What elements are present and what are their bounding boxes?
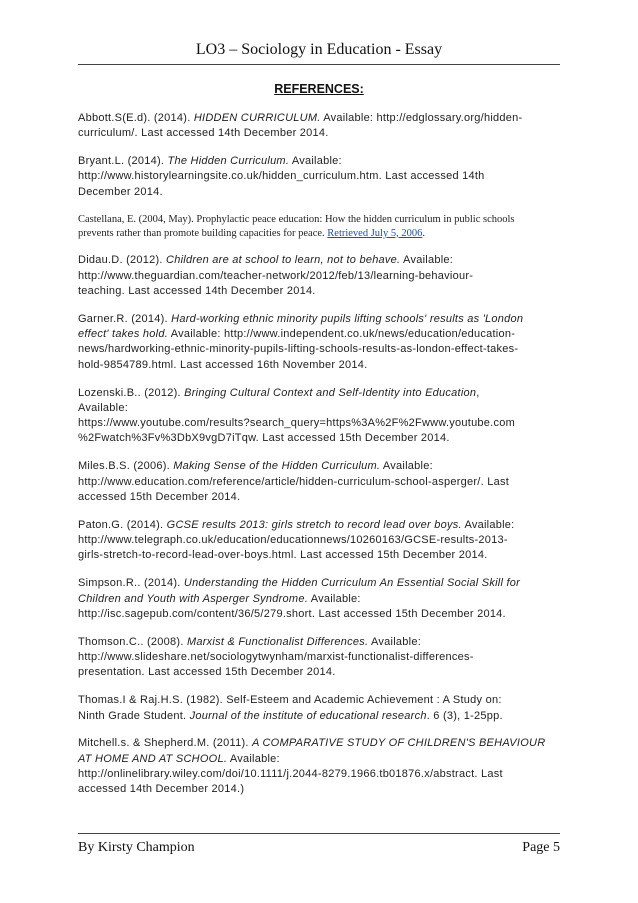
footer-author: By Kirsty Champion	[78, 840, 195, 855]
reference-text: news/hardworking-ethnic-minority-pupils-lifting-schools-results-as-london-effect-takes-	[78, 343, 519, 356]
reference-text: hold-9854789.html. Last accessed 16th November 2014.	[78, 358, 368, 371]
reference-title: Hard-working ethnic minority pupils lifting schools' results as 'London	[171, 312, 524, 325]
reference-text: prevents rather than promote building capacities for peace.	[78, 227, 328, 239]
reference-text: Available:	[380, 460, 433, 473]
reference-text: Available:	[78, 401, 128, 414]
reference-line	[78, 126, 564, 141]
reference-line	[78, 401, 564, 416]
reference-entry	[78, 635, 564, 681]
reference-text: http://www.telegraph.co.uk/education/educationnews/10260163/GCSE-results-2013-	[78, 534, 508, 547]
reference-text: Available:	[400, 254, 454, 267]
reference-text: Ninth Grade Student.	[78, 709, 190, 722]
reference-line	[78, 592, 564, 607]
reference-entry	[78, 386, 564, 447]
reference-link[interactable]: Retrieved July 5, 2006	[327, 227, 423, 239]
reference-title: Children and Youth with Asperger Syndrome.	[78, 592, 309, 605]
reference-title: Bringing Cultural Context and Self-Identity into Education	[184, 386, 477, 399]
reference-text: accessed 14th December 2014.)	[78, 783, 245, 796]
reference-text: ,	[476, 386, 480, 399]
reference-line	[78, 342, 564, 357]
reference-line	[78, 269, 564, 284]
footer-divider	[78, 833, 560, 834]
reference-title: HIDDEN CURRICULUM.	[193, 112, 321, 124]
reference-text: December 2014.	[78, 185, 163, 198]
reference-line	[78, 327, 564, 342]
reference-text: Available:	[461, 518, 515, 531]
reference-title: Children are at school to learn, not to behave.	[166, 254, 401, 267]
reference-text: %2Fwatch%3Fv%3DbX9vgD7iTqw. Last accessed 15th December 2014.	[78, 432, 450, 445]
reference-text: https://www.youtube.com/results?search_query=https%3A%2F%2Fwww.youtube.com	[78, 417, 516, 430]
reference-entry	[78, 154, 564, 200]
reference-line	[78, 475, 564, 490]
reference-line	[78, 665, 564, 680]
reference-text: girls-stretch-to-record-lead-over-boys.html. Last accessed 15th December 2014.	[78, 549, 488, 562]
reference-text: http://isc.sagepub.com/content/36/5/279.short. Last accessed 15th December 2014.	[78, 607, 506, 620]
reference-text: . 6 (3), 1-25pp.	[426, 709, 503, 722]
reference-line	[78, 169, 564, 184]
reference-line	[78, 312, 564, 327]
reference-entry	[78, 518, 564, 564]
reference-text: teaching. Last accessed 14th December 2014.	[78, 284, 316, 297]
reference-text: Bryant.L. (2014).	[78, 155, 168, 168]
reference-line	[78, 213, 564, 227]
reference-line	[78, 386, 564, 401]
reference-line	[78, 431, 564, 446]
reference-line	[78, 358, 564, 373]
reference-title: GCSE results 2013: girls stretch to record lead over boys.	[166, 518, 462, 531]
references-heading: REFERENCES:	[274, 82, 364, 96]
reference-text: Available:	[308, 592, 361, 605]
reference-text: Abbott.S(E.d). (2014).	[78, 112, 194, 124]
reference-title: Understanding the Hidden Curriculum An Essential Social Skill for	[183, 577, 521, 590]
reference-line	[78, 185, 564, 200]
reference-line	[78, 111, 564, 126]
reference-text: Didau.D. (2012).	[78, 254, 167, 267]
reference-entry	[78, 459, 564, 505]
reference-text: Thomas.I & Raj.H.S. (1982). Self-Esteem and Academic Achievement : A Study on:	[78, 694, 502, 707]
reference-text: Lozenski.B.. (2012).	[78, 386, 185, 399]
reference-title: Marxist & Functionalist Differences.	[186, 635, 369, 648]
reference-text: Mitchell.s. & Shepherd.M. (2011).	[78, 737, 252, 750]
reference-text: curriculum/. Last accessed 14th December 2014.	[78, 127, 329, 140]
reference-entry	[78, 576, 564, 622]
reference-entry	[78, 111, 564, 142]
reference-line	[78, 154, 564, 169]
reference-text: http://onlinelibrary.wiley.com/doi/10.1111/j.2044-8279.1966.tb01876.x/abstract. Last	[78, 768, 503, 781]
reference-text: http://www.education.com/reference/article/hidden-curriculum-school-asperger/. Last	[78, 475, 509, 488]
reference-line	[78, 284, 564, 299]
reference-text: Castellana, E. (2004, May). Prophylactic peace education: How the hidden curriculum in public schools	[78, 213, 515, 225]
reference-entry	[78, 736, 564, 797]
reference-line	[78, 533, 564, 548]
reference-text: Paton.G. (2014).	[78, 518, 167, 531]
reference-line	[78, 518, 564, 533]
reference-line	[78, 576, 564, 591]
reference-title: A COMPARATIVE STUDY OF CHILDREN'S BEHAVIOUR	[251, 737, 546, 750]
reference-text: Available:	[227, 752, 280, 765]
reference-text: Simpson.R.. (2014).	[78, 577, 184, 590]
reference-line	[78, 635, 564, 650]
reference-text: Available:	[368, 635, 422, 648]
reference-list	[78, 111, 564, 810]
reference-text: .	[422, 227, 425, 239]
reference-entry	[78, 312, 564, 373]
reference-line	[78, 227, 564, 241]
reference-line	[78, 416, 564, 431]
reference-line	[78, 752, 564, 767]
reference-line	[78, 782, 564, 797]
reference-text: http://www.slideshare.net/sociologytwynham/marxist-functionalist-differences-	[78, 651, 474, 664]
reference-line	[78, 650, 564, 665]
reference-line	[78, 767, 564, 782]
reference-text: presentation. Last accessed 15th December 2014.	[78, 666, 336, 679]
reference-text: Miles.B.S. (2006).	[78, 460, 174, 473]
reference-line	[78, 693, 564, 708]
reference-entry	[78, 693, 564, 724]
reference-line	[78, 736, 564, 751]
reference-line	[78, 253, 564, 268]
reference-title: AT HOME AND AT SCHOOL.	[78, 752, 228, 765]
footer-page-number: Page 5	[522, 840, 560, 855]
reference-entry	[78, 253, 564, 299]
reference-title: The Hidden Curriculum.	[167, 155, 290, 168]
reference-line	[78, 607, 564, 622]
reference-text: Available: http://edglossary.org/hidden-	[320, 112, 523, 124]
header-divider	[78, 64, 560, 65]
reference-text: Thomson.C.. (2008).	[78, 635, 187, 648]
reference-line	[78, 490, 564, 505]
page-header-title: LO3 – Sociology in Education - Essay	[195, 41, 443, 58]
reference-text: Available: http://www.independent.co.uk/news/education/education-	[168, 328, 516, 341]
reference-line	[78, 709, 564, 724]
reference-title: Making Sense of the Hidden Curriculum.	[173, 460, 381, 473]
reference-title: effect' takes hold.	[78, 328, 169, 341]
reference-line	[78, 548, 564, 563]
reference-text: Garner.R. (2014).	[78, 312, 172, 325]
reference-title: Journal of the institute of educational research	[189, 709, 427, 722]
reference-entry	[78, 213, 564, 241]
reference-text: accessed 15th December 2014.	[78, 490, 241, 503]
reference-line	[78, 459, 564, 474]
reference-text: http://www.theguardian.com/teacher-network/2012/feb/13/learning-behaviour-	[78, 269, 474, 282]
reference-text: Available:	[289, 155, 342, 168]
reference-text: http://www.historylearningsite.co.uk/hidden_curriculum.htm. Last accessed 14th	[78, 170, 485, 183]
